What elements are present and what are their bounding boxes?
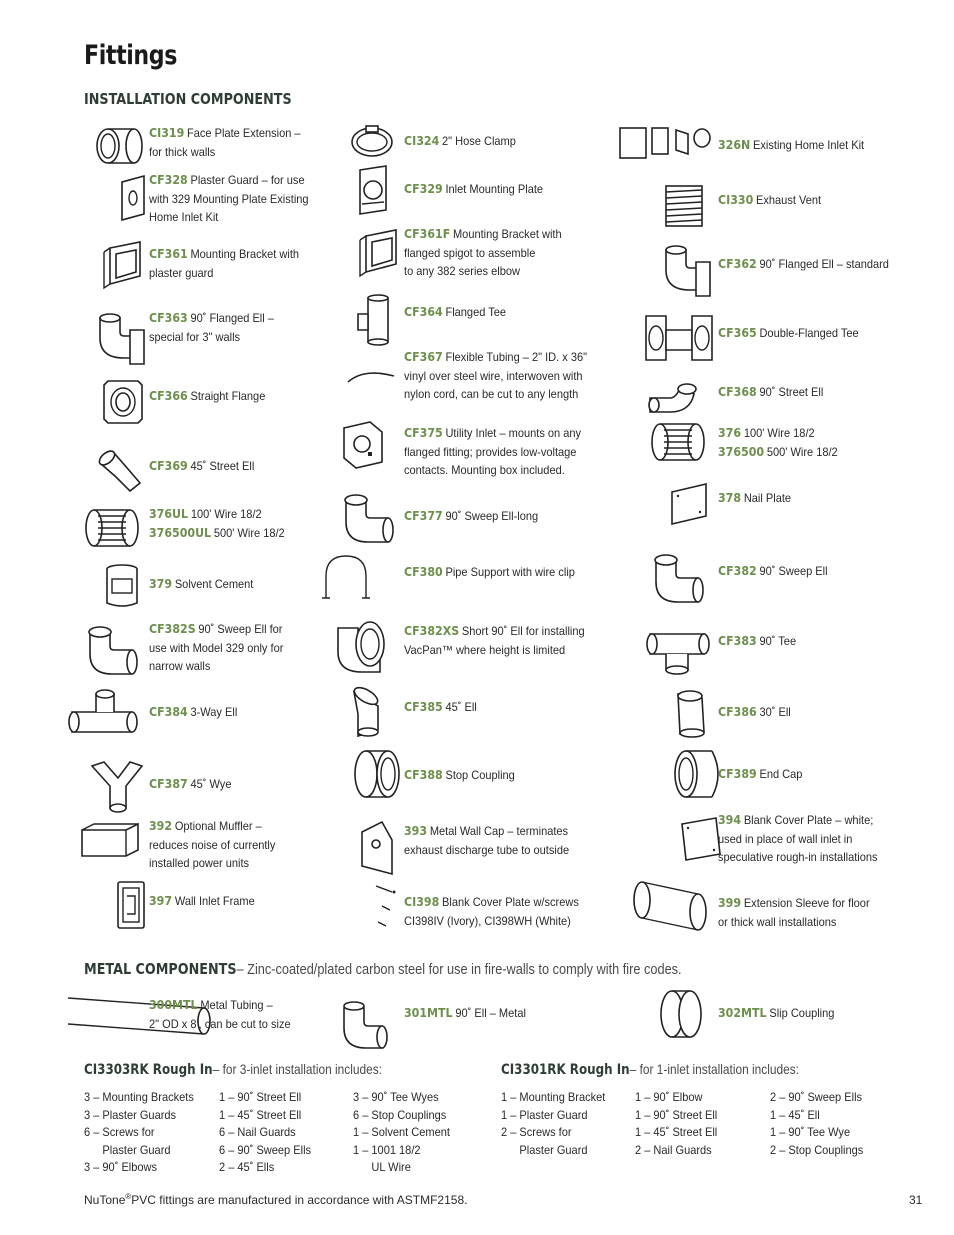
part-code: CF364 [404, 305, 443, 319]
part-code: CF329 [404, 182, 443, 196]
kit-3-inlet-title: CI3303RK Rough In– for 3-inlet installation includes: [84, 1061, 383, 1078]
ell-45-icon [348, 686, 388, 740]
part-code: 397 [149, 894, 173, 908]
straight-flange-icon [100, 375, 148, 429]
tee-90-icon [646, 614, 710, 672]
kit-line-item: 1 – 90˚ Tee Wye [770, 1125, 851, 1139]
part-description: 3-Way Ell [190, 705, 238, 719]
part-entry [404, 507, 606, 526]
part-description: 90˚ Sweep Ell for use with Model 329 only for narrow walls [149, 622, 284, 673]
part-code: CF383 [718, 634, 757, 648]
kit-line-item: 1 – 45˚ Ell [770, 1107, 820, 1122]
part-code: 302MTL [718, 1006, 767, 1020]
part-entry [718, 255, 920, 274]
exhaust-vent-icon [662, 180, 706, 228]
part-code: CF385 [404, 700, 443, 714]
sweep-ell-long-icon [340, 488, 396, 542]
part-entry [404, 424, 606, 480]
wall-inlet-frame-icon [114, 878, 148, 934]
kit-line-item: Plaster Guard [102, 1142, 171, 1157]
part-description: Existing Home Inlet Kit [753, 138, 865, 152]
part-code: CF361F [404, 227, 451, 241]
part-code: CF369 [149, 459, 188, 473]
part-code: 376500UL [149, 525, 212, 540]
part-entry [404, 563, 606, 582]
part-entry [149, 505, 351, 542]
part-description: Utility Inlet – mounts on any flanged fitting; provides low-voltage contacts. Mounting box included. [404, 426, 582, 477]
part-description: Double-Flanged Tee [759, 326, 859, 340]
part-description: Wall Inlet Frame [174, 894, 255, 908]
part-code: CF363 [149, 311, 188, 325]
kit-line-item: Plaster Guard [519, 1142, 588, 1157]
part-description: 90˚ Tee [759, 634, 797, 648]
part-entry [149, 892, 351, 911]
kit-line-item: UL Wire [371, 1160, 411, 1174]
kit-line-item: 6 – Screws for [84, 1125, 155, 1139]
sweep-ell-90-icon [650, 548, 708, 604]
part-code: CF365 [718, 326, 757, 340]
metal-part-entry [718, 1004, 902, 1023]
part-description: Blank Cover Plate – white; used in place of wall inlet in speculative rough-in installations [718, 813, 878, 864]
part-description: Inlet Mounting Plate [445, 182, 544, 196]
kit-line-item: 2 – 45˚ Ells [219, 1160, 275, 1174]
part-code: 378 [718, 491, 742, 505]
part-description: 100' Wire 18/2 [190, 507, 262, 521]
installation-heading: INSTALLATION COMPONENTS [84, 90, 292, 108]
part-entry [149, 620, 351, 676]
part-description: Plaster Guard – for use with 329 Mounting Plate Existing Home Inlet Kit [149, 173, 309, 224]
three-way-ell-icon [68, 688, 140, 740]
part-description: 2" Hose Clamp [442, 134, 516, 148]
part-description: 90˚ Sweep Ell [759, 564, 828, 578]
part-entry [718, 632, 920, 651]
kit-line-item: 3 – 90˚ Elbows [84, 1160, 158, 1174]
kit-line-item: 3 – 90˚ Tee Wyes [353, 1090, 439, 1104]
kit-column [353, 1089, 450, 1177]
part-code: CF375 [404, 426, 443, 440]
part-entry [404, 766, 606, 785]
kit-line-item: 1 – Plaster Guard [501, 1107, 588, 1122]
part-entry [718, 324, 920, 343]
part-description: 30˚ Ell [759, 705, 791, 719]
part-description: Face Plate Extension – for thick walls [149, 126, 301, 159]
part-description: 100' Wire 18/2 [743, 426, 815, 440]
part-description: Pipe Support with wire clip [445, 565, 575, 579]
kit-line-item: 2 – Nail Guards [635, 1142, 712, 1157]
part-code: CI330 [718, 193, 754, 207]
solvent-cement-can-icon [104, 563, 142, 613]
kit-line-item: 2 – 90˚ Sweep Ells [770, 1090, 863, 1104]
face-plate-extension-icon [94, 124, 140, 168]
part-code: CF368 [718, 385, 757, 399]
part-code: CF382S [149, 622, 196, 636]
part-entry [404, 225, 606, 281]
part-description: Flexible Tubing – 2" ID. x 36" vinyl over steel wire, interwoven with nylon cord, can be cut to any length [404, 350, 588, 401]
part-description: 500' Wire 18/2 [213, 525, 285, 540]
flexible-tubing-icon [344, 364, 398, 394]
part-code: 393 [404, 824, 428, 838]
part-entry [718, 136, 920, 155]
part-entry [149, 171, 351, 227]
part-code: CF389 [718, 767, 757, 781]
part-description: Nail Plate [743, 491, 792, 505]
part-description: Blank Cover Plate w/screws CI398IV (Ivory), CI398WH (White) [404, 895, 579, 928]
part-code: CF380 [404, 565, 443, 579]
part-description: 90˚ Ell – Metal [455, 1006, 526, 1020]
part-code: CI324 [404, 134, 440, 148]
part-description: 90˚ Flanged Ell – standard [759, 257, 889, 271]
blank-cover-plate-icon [372, 882, 400, 932]
part-description: Straight Flange [190, 389, 266, 403]
inlet-mounting-plate-icon [356, 164, 390, 216]
kit-column [635, 1089, 717, 1159]
part-description: Solvent Cement [174, 577, 254, 591]
part-entry [718, 383, 920, 402]
part-entry [404, 303, 606, 322]
kit-column [770, 1089, 863, 1159]
footer-note: NuTone®PVC fittings are manufactured in accordance with ASTMF2158. [84, 1192, 468, 1207]
kit-column [501, 1089, 605, 1159]
part-description: Extension Sleeve for floor or thick wall installations [718, 896, 870, 929]
part-code: CF367 [404, 350, 443, 364]
part-code: 300MTL [149, 998, 198, 1012]
part-entry [718, 562, 920, 581]
part-description: 45˚ Wye [190, 777, 232, 791]
kit-line-item: 3 – Mounting Brackets [84, 1090, 194, 1104]
kit-line-item: 6 – Stop Couplings [353, 1107, 447, 1122]
mounting-bracket-icon [100, 238, 150, 296]
cover-plate-white-icon [676, 816, 722, 864]
part-code: 399 [718, 896, 742, 910]
kit-line-item: 1 – 90˚ Street Ell [635, 1107, 718, 1122]
part-code: CF328 [149, 173, 188, 187]
part-code: CF366 [149, 389, 188, 403]
part-entry [718, 765, 920, 784]
part-entry [404, 180, 606, 199]
part-code: 376500 [718, 444, 765, 459]
part-code: CF387 [149, 777, 188, 791]
end-cap-icon [672, 748, 724, 804]
part-description: 90˚ Street Ell [759, 385, 824, 399]
part-entry [718, 191, 920, 210]
part-code: CF382XS [404, 624, 460, 638]
kit-line-item: 6 – Nail Guards [219, 1125, 296, 1139]
part-code: CF386 [718, 705, 757, 719]
inlet-kit-icon [618, 124, 714, 164]
part-entry [149, 309, 351, 346]
part-entry [718, 894, 920, 931]
part-entry [404, 622, 606, 659]
part-description: Mounting Bracket with flanged spigot to assemble to any 382 series elbow [404, 227, 562, 278]
plaster-guard-icon [114, 174, 150, 224]
part-description: Stop Coupling [445, 768, 515, 782]
part-description: 45˚ Ell [445, 700, 477, 714]
extension-sleeve-icon [632, 880, 708, 932]
stop-coupling-icon [352, 748, 402, 804]
part-entry [149, 387, 351, 406]
part-entry [404, 822, 606, 859]
part-entry [149, 457, 351, 476]
sweep-ell-icon [84, 620, 144, 676]
part-entry [718, 424, 920, 461]
kit-line-item: 1 – 45˚ Street Ell [635, 1125, 718, 1139]
part-entry [149, 124, 351, 161]
part-entry [718, 703, 920, 722]
part-code: CI398 [404, 895, 440, 909]
part-description: Mounting Bracket with plaster guard [149, 247, 300, 280]
part-code: 392 [149, 819, 173, 833]
kit-line-item: 1 – 90˚ Elbow [635, 1090, 703, 1104]
part-entry [149, 817, 351, 873]
metal-heading: METAL COMPONENTS– Zinc-coated/plated carbon steel for use in fire-walls to comply with fire codes. [84, 960, 682, 978]
wire-spool-icon [84, 508, 140, 550]
part-entry [149, 703, 351, 722]
kit-line-item: 3 – Plaster Guards [84, 1107, 177, 1122]
part-entry [404, 348, 606, 404]
part-code: CF377 [404, 509, 443, 523]
slip-coupling-icon [658, 988, 708, 1042]
metal-wall-cap-icon [356, 818, 396, 876]
page-number: 31 [909, 1193, 923, 1207]
part-entry [404, 698, 606, 717]
kit-line-item: 6 – 90˚ Sweep Ells [219, 1142, 312, 1157]
kit-line-item: 2 – Screws for [501, 1125, 572, 1139]
part-entry [404, 132, 606, 151]
part-description: 90˚ Sweep Ell-long [445, 509, 539, 523]
part-description: Short 90˚ Ell for installing VacPan™ where height is limited [404, 624, 585, 657]
part-description: Metal Tubing – 2" OD x 8', can be cut to size [149, 998, 291, 1031]
kit-line-item: 1 – 1001 18/2 [353, 1142, 421, 1157]
kit-1-inlet-title: CI3301RK Rough In– for 1-inlet installation includes: [501, 1061, 800, 1078]
kit-column [84, 1089, 194, 1177]
part-description: Flanged Tee [445, 305, 507, 319]
muffler-icon [76, 820, 144, 862]
ell-30-icon [670, 688, 710, 740]
kit-column [219, 1089, 311, 1177]
part-code: 376UL [149, 507, 189, 521]
part-description: Slip Coupling [769, 1006, 835, 1020]
part-description: Optional Muffler – reduces noise of currently installed power units [149, 819, 276, 870]
part-code: 376 [718, 426, 742, 440]
hose-clamp-icon [350, 124, 394, 160]
flanged-ell-icon [94, 308, 150, 368]
utility-inlet-icon [340, 418, 386, 472]
page-title: Fittings [84, 40, 177, 71]
kit-line-item: 1 – Solvent Cement [353, 1125, 450, 1139]
pipe-support-icon [320, 552, 372, 602]
part-entry [718, 489, 920, 508]
part-code: 301MTL [404, 1006, 453, 1020]
part-description: 45˚ Street Ell [190, 459, 255, 473]
part-description: 500' Wire 18/2 [766, 444, 838, 459]
metal-part-entry [404, 1004, 588, 1023]
part-code: 379 [149, 577, 173, 591]
part-code: CF382 [718, 564, 757, 578]
part-code: 326N [718, 138, 751, 152]
flanged-tee-icon [354, 296, 394, 346]
flanged-ell-standard-icon [660, 240, 716, 298]
part-description: End Cap [759, 767, 803, 781]
street-ell-90-icon [646, 376, 696, 416]
part-description: Exhaust Vent [756, 193, 822, 207]
part-code: 394 [718, 813, 742, 827]
flanged-mounting-bracket-icon [356, 226, 400, 284]
wire-spool-icon [650, 422, 708, 464]
part-description: Metal Wall Cap – terminates exhaust discharge tube to outside [404, 824, 570, 857]
metal-ell-icon [338, 994, 392, 1050]
part-entry [718, 811, 920, 867]
part-entry [149, 775, 351, 794]
metal-part-entry [149, 996, 333, 1033]
part-entry [149, 245, 351, 282]
part-description: 90˚ Flanged Ell – special for 3" walls [149, 311, 274, 344]
street-ell-45-icon [96, 443, 146, 497]
part-entry [404, 893, 606, 930]
kit-line-item: 2 – Stop Couplings [770, 1142, 864, 1157]
short-ell-icon [334, 618, 390, 676]
wye-icon [84, 758, 140, 814]
nail-plate-icon [668, 482, 710, 528]
part-code: CF384 [149, 705, 188, 719]
kit-line-item: 1 – 90˚ Street Ell [219, 1090, 302, 1104]
part-code: CF362 [718, 257, 757, 271]
part-code: CF388 [404, 768, 443, 782]
kit-line-item: 1 – Mounting Bracket [501, 1090, 606, 1104]
kit-line-item: 1 – 45˚ Street Ell [219, 1107, 302, 1122]
part-code: CI319 [149, 126, 185, 140]
part-code: CF361 [149, 247, 188, 261]
double-flanged-tee-icon [642, 310, 714, 366]
